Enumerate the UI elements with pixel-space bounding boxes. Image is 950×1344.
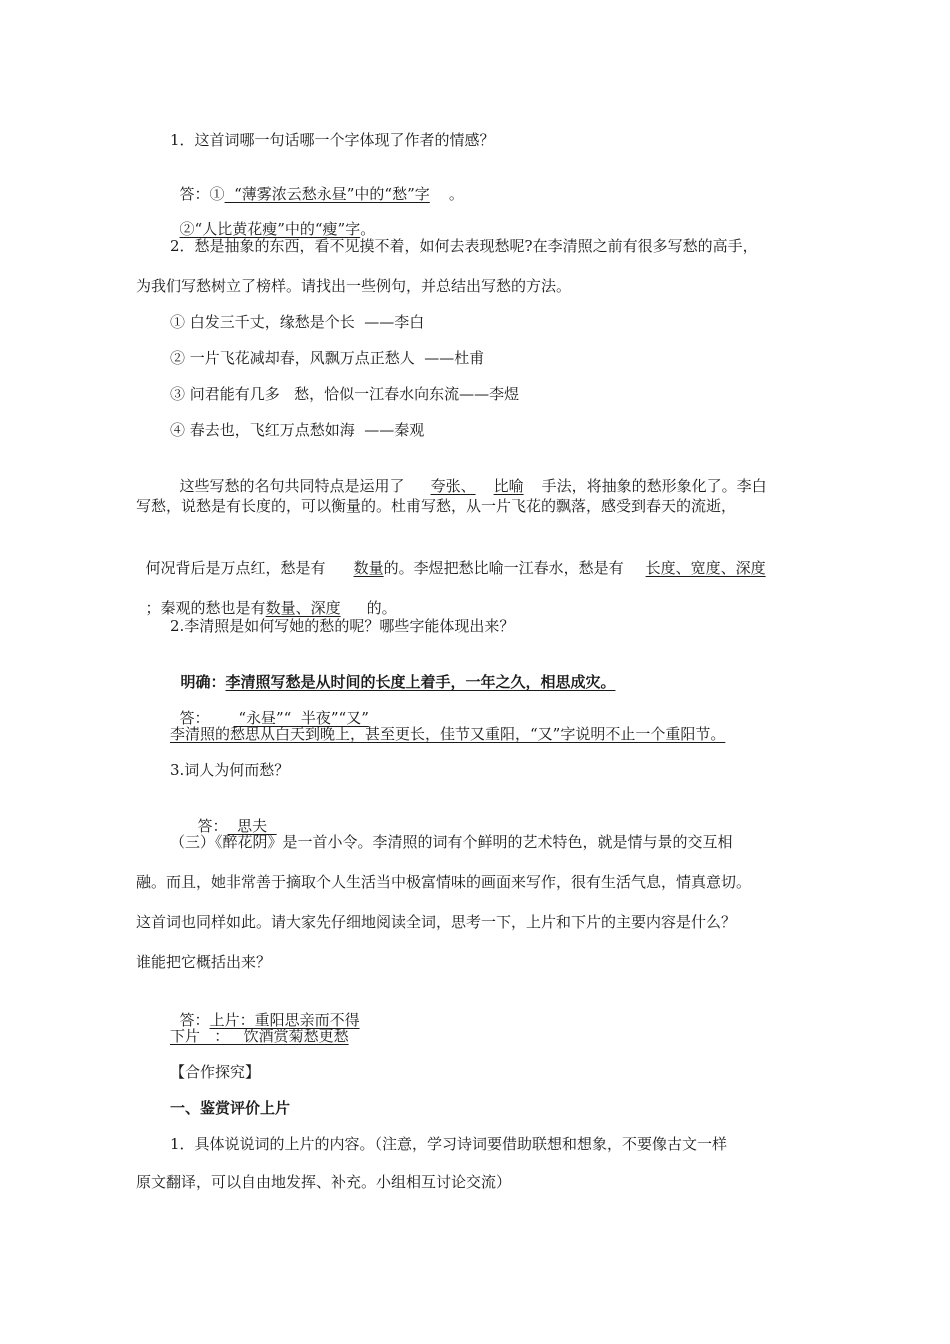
summary-text: 的。 [366,599,397,617]
q2-line-1: 2．愁是抽象的东西，看不见摸不着，如何去表现愁呢?在李清照之前有很多写愁的高手， [170,237,758,255]
part3-line-3: 这首词也同样如此。请大家先仔细地阅读全词，思考一下，上片和下片的主要内容是什么？ [136,913,737,931]
fill-metaphor: 比喻 [493,477,524,495]
part3-line-4: 谁能把它概括出来？ [136,953,272,971]
fill-qin-guan: 数量、深度 [265,599,341,617]
summary-text: ；秦观的愁也是有 [145,599,266,617]
q2b-question: 2.李清照是如何写她的愁的呢？哪些字能体现出来？ [170,617,515,635]
example-line: ② 一片飞花减却春，风飘万点正愁人 ——杜甫 [170,349,485,367]
summary-text: 手法，将抽象的愁形象化了。李白 [541,477,767,495]
answer-prefix: 答： [197,817,228,835]
example-line: ③ 问君能有几多 愁，恰似一江春水向东流——李煜 [170,385,520,403]
answer-prefix: 答： [179,1011,210,1029]
q1-answer-2-line [170,199,375,239]
q3-answer-line [188,796,277,836]
summary-line-2: 写愁，说愁是有长度的，可以衡量的。杜甫写愁，从一片飞花的飘落，感受到春天的流逝， [136,497,737,515]
summary-text: 的。李煜把愁比喻一江春水，愁是有 [383,559,624,577]
q2b-explanation: 李清照的愁思从白天到晚上，甚至更长，佳节又重阳，“又”字说明不止一个重阳节。 [170,725,726,743]
part3-answer-lower: 下片 ： 饮酒赏菊愁更愁 [170,1027,349,1045]
clarify-label: 明确： [180,673,226,691]
q2b-answer-line [170,688,369,728]
fill-dimensions: 长度、宽度、深度 [645,559,766,577]
clarify-line [170,652,615,692]
task-line-2: 原文翻译，可以自由地发挥、补充。小组相互讨论交流） [136,1173,512,1191]
q1-answer-2: ②“人比黄花瘦”中的“瘦”字 [179,220,361,238]
part3-answer-upper [170,990,360,1030]
q1-answer-1: “薄雾浓云愁永昼”中的“愁”字 [224,185,430,203]
part3-line-1: （三）《醉花阴》是一首小令。李清照的词有个鲜明的艺术特色，就是情与景的交互相 [170,833,733,851]
answer-prefix: 答：① [179,185,225,203]
q1-answer-2-suffix: 。 [360,220,376,238]
q3-answer: 思夫 [227,817,277,835]
q2-line-2: 为我们写愁树立了榜样。请找出一些例句，并总结出写愁的方法。 [136,277,572,295]
task-line-1: 1．具体说说词的上片的内容。（注意，学习诗词要借助联想和想象，不要像古文一样 [170,1135,728,1153]
summary-line-4 [136,578,397,618]
summary-text: 何况背后是万点红，愁是有 [145,559,326,577]
upper-stanza: 上片：重阳思亲而不得 [209,1011,360,1029]
q1-answer-1-suffix: 。 [429,185,464,203]
summary-text: 这些写愁的名句共同特点是运用了 [179,477,405,495]
q3-question: 3.词人为何而愁？ [170,761,290,779]
fill-quantity: 数量 [353,559,384,577]
section-sub-heading: 一、鉴赏评价上片 [170,1099,291,1117]
answer-prefix: 答： [179,709,210,727]
q1-question: 1．这首词哪一句话哪一个字体现了作者的情感？ [170,131,495,149]
example-line: ① 白发三千丈，缘愁是个长 ——李白 [170,313,425,331]
example-line: ④ 春去也，飞红万点愁如海 ——秦观 [170,421,425,439]
summary-line-1 [170,456,767,496]
q2b-answer-words: “永昼”“ 半夜”“又” [233,709,369,727]
clarify-text: 李清照写愁是从时间的长度上着手，一年之久，相思成灾。 [225,673,616,691]
section-heading: 【合作探究】 [170,1063,261,1081]
summary-line-3 [136,538,766,578]
fill-hyperbole: 夸张、 [430,477,476,495]
q1-answer-1-line [170,164,464,204]
part3-line-2: 融。而且，她非常善于摘取个人生活当中极富情味的画面来写作，很有生活气息，情真意切。 [136,873,752,891]
